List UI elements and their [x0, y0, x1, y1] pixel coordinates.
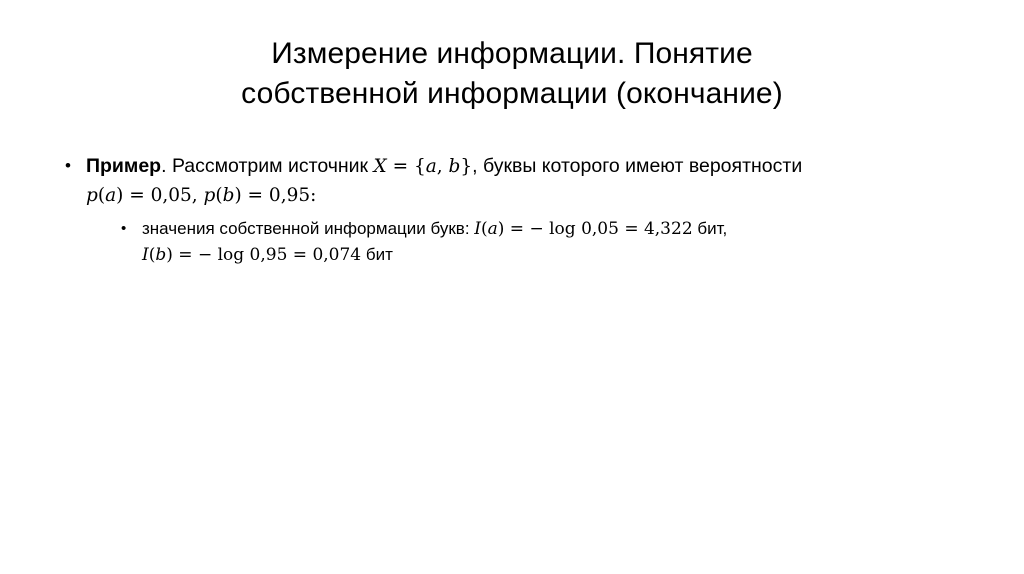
bullet-marker-icon: •: [65, 156, 71, 175]
math-letter-b: b: [448, 156, 461, 177]
math-source-x: X: [373, 156, 387, 177]
math-prob-b-open: (: [215, 185, 223, 206]
math-info-b-expr: = − log 0,95 = 0,074: [172, 245, 362, 265]
unit-bit-a: бит,: [692, 219, 728, 238]
math-prob-a-arg: a: [105, 185, 117, 206]
math-info-a-expr: = − log 0,05 = 4,322: [504, 219, 693, 239]
math-prob-a-open: (: [97, 185, 106, 206]
math-set-open: = {: [386, 156, 426, 177]
math-info-I-a: I: [474, 219, 481, 239]
page-title: [64, 34, 960, 114]
math-set-comma: ,: [436, 156, 449, 177]
math-prob-p-b: p: [203, 185, 216, 206]
bullet-level2: [116, 216, 970, 268]
math-letter-a: a: [425, 156, 437, 177]
selfinfo-text-lead: значения собственной информации букв:: [142, 219, 475, 238]
sub-bullet-marker-icon: •: [121, 220, 127, 237]
math-info-b-close: ): [166, 245, 173, 265]
math-info-a-arg: a: [487, 219, 498, 239]
selfinfo-second-line: [142, 242, 970, 268]
bullet-level1: [60, 152, 970, 210]
math-info-a-open: (: [480, 219, 488, 239]
math-prob-b-value: = 0,95:: [241, 185, 317, 206]
math-info-b-arg: b: [155, 245, 167, 265]
title-line-1: Измерение информации. Понятие: [271, 37, 753, 70]
math-prob-a-value: = 0,05,: [123, 185, 204, 206]
math-info-b-open: (: [148, 245, 156, 265]
math-prob-p-a: p: [86, 185, 98, 206]
title-line-2: собственной информации (окончание): [241, 77, 783, 110]
example-text-tail: , буквы которого имеют вероятности: [472, 155, 803, 177]
math-info-a-close: ): [497, 219, 505, 239]
math-info-I-b: I: [142, 245, 149, 265]
math-set-close: }: [460, 156, 473, 177]
math-prob-a-close: ): [116, 185, 124, 206]
slide-body: [60, 152, 970, 268]
example-text-intro: . Рассмотрим источник: [161, 155, 374, 177]
math-prob-b-arg: b: [222, 185, 235, 206]
unit-bit-b: бит: [361, 245, 393, 264]
example-label: Пример: [86, 155, 162, 177]
math-prob-b-close: ): [234, 185, 242, 206]
